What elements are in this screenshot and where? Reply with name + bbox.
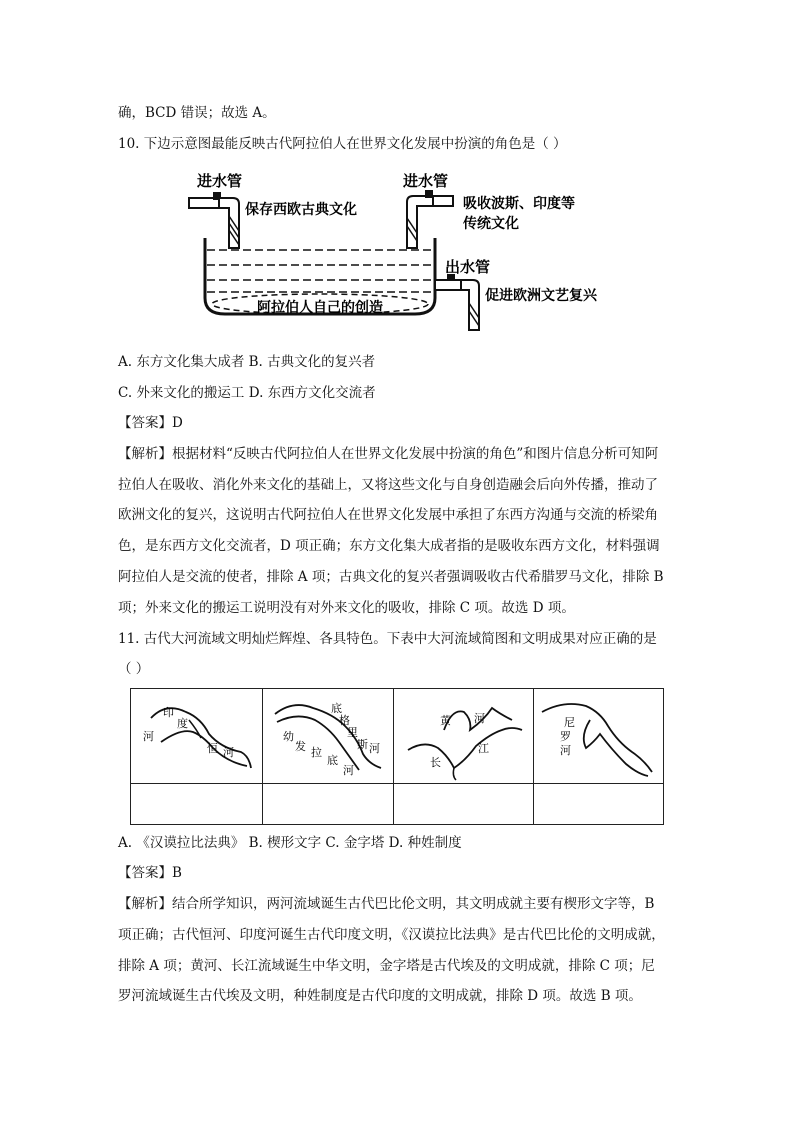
q10-explanation: 项；外来文化的搬运工说明没有对外来文化的吸收，排除 C 项。故选 D 项。 — [118, 600, 575, 616]
q11-explanation: 罗河流域诞生古代埃及文明，种姓制度是古代印度的文明成就，排除 D 项。故选 B 项。 — [118, 988, 642, 1004]
svg-text:恒: 恒 — [207, 742, 218, 755]
q10-explanation: 阿拉伯人是交流的使者，排除 A 项；古典文化的复兴者强调吸收古代希腊罗马文化，排除 B — [118, 569, 664, 585]
arab-culture-diagram — [185, 168, 605, 338]
inlet-right-text1: 吸收波斯、印度等 — [463, 196, 575, 212]
q10-options-2: C. 外来文化的搬运工 D. 东西方文化交流者 — [118, 385, 376, 401]
tank-base-text: 阿拉伯人自己的创造 — [257, 300, 383, 316]
question-11: 11. 古代大河流域文明灿烂辉煌、各具特色。下表中大河流域简图和文明成果对应正确的是 — [118, 631, 657, 647]
q10-answer: 【答案】D — [118, 415, 183, 431]
question-10: 10. 下边示意图最能反映古代阿拉伯人在世界文化发展中扮演的角色是（ ） — [118, 136, 567, 152]
answer-cell — [394, 784, 534, 825]
answer-cell — [534, 784, 664, 825]
map-nile — [534, 689, 664, 784]
outlet-text: 促进欧洲文艺复兴 — [485, 288, 597, 304]
inlet-left-text: 保存西欧古典文化 — [245, 202, 357, 218]
svg-text:罗: 罗 — [560, 730, 572, 743]
q11-explanation: 排除 A 项；黄河、长江流域诞生中华文明，金字塔是古代埃及的文明成就，排除 C 项；尼 — [118, 958, 655, 974]
text-line: 确，BCD 错误；故选 A。 — [118, 105, 276, 121]
question-11-paren: （ ） — [118, 661, 150, 677]
inlet-label-left: 进水管 — [197, 172, 243, 190]
inlet-label-right: 进水管 — [403, 172, 449, 190]
q10-explanation: 欧洲文化的复兴，这说明古代阿拉伯人在世界文化发展中承担了东西方沟通与交流的桥梁角 — [118, 507, 658, 523]
svg-text:河: 河 — [342, 764, 354, 777]
q10-explanation: 拉伯人在吸收、消化外来文化的基础上，又将这些文化与自身创造融会后向外传播，推动了 — [118, 477, 658, 493]
q10-options-1: A. 东方文化集大成者 B. 古典文化的复兴者 — [118, 354, 376, 370]
svg-text:河: 河 — [143, 730, 154, 743]
svg-text:河: 河 — [368, 742, 380, 755]
map-india — [131, 689, 263, 784]
q11-explanation: 项正确；古代恒河、印度河诞生古代印度文明，《汉谟拉比法典》是古代巴比伦的文明成就， — [118, 927, 665, 943]
svg-text:度: 度 — [177, 717, 188, 730]
svg-text:河: 河 — [223, 746, 234, 759]
river-maps-table — [130, 688, 664, 825]
q11-answer: 【答案】B — [118, 865, 182, 881]
svg-text:里: 里 — [346, 726, 358, 739]
svg-text:底: 底 — [330, 702, 342, 715]
svg-text:长: 长 — [430, 756, 442, 769]
svg-text:印: 印 — [163, 706, 174, 719]
map-china — [394, 689, 534, 784]
svg-text:拉: 拉 — [310, 746, 322, 759]
svg-text:黄: 黄 — [440, 714, 452, 727]
outlet-label: 出水管 — [445, 258, 491, 276]
svg-text:河: 河 — [560, 744, 572, 757]
answer-cell — [131, 784, 263, 825]
svg-text:格: 格 — [338, 714, 350, 727]
svg-text:河: 河 — [474, 712, 486, 725]
svg-text:发: 发 — [294, 740, 306, 753]
q10-explanation: 【解析】根据材料“反映古代阿拉伯人在世界文化发展中扮演的角色”和图片信息分析可知阿 — [118, 446, 659, 462]
svg-text:江: 江 — [478, 742, 490, 755]
q11-options: A. 《汉谟拉比法典》 B. 楔形文字 C. 金字塔 D. 种姓制度 — [118, 835, 462, 851]
inlet-right-text2: 传统文化 — [463, 216, 519, 232]
svg-text:幼: 幼 — [282, 730, 294, 743]
svg-text:尼: 尼 — [564, 716, 576, 729]
svg-text:底: 底 — [326, 754, 338, 767]
answer-cell — [262, 784, 394, 825]
q11-explanation: 【解析】结合所学知识，两河流域诞生古代巴比伦文明，其文明成就主要有楔形文字等，B — [118, 896, 655, 912]
q10-explanation: 色，是东西方文化交流者，D 项正确；东方文化集大成者指的是吸收东西方文化，材料强调 — [118, 538, 660, 554]
svg-text:斯: 斯 — [356, 738, 368, 751]
map-mesopotamia — [262, 689, 394, 784]
